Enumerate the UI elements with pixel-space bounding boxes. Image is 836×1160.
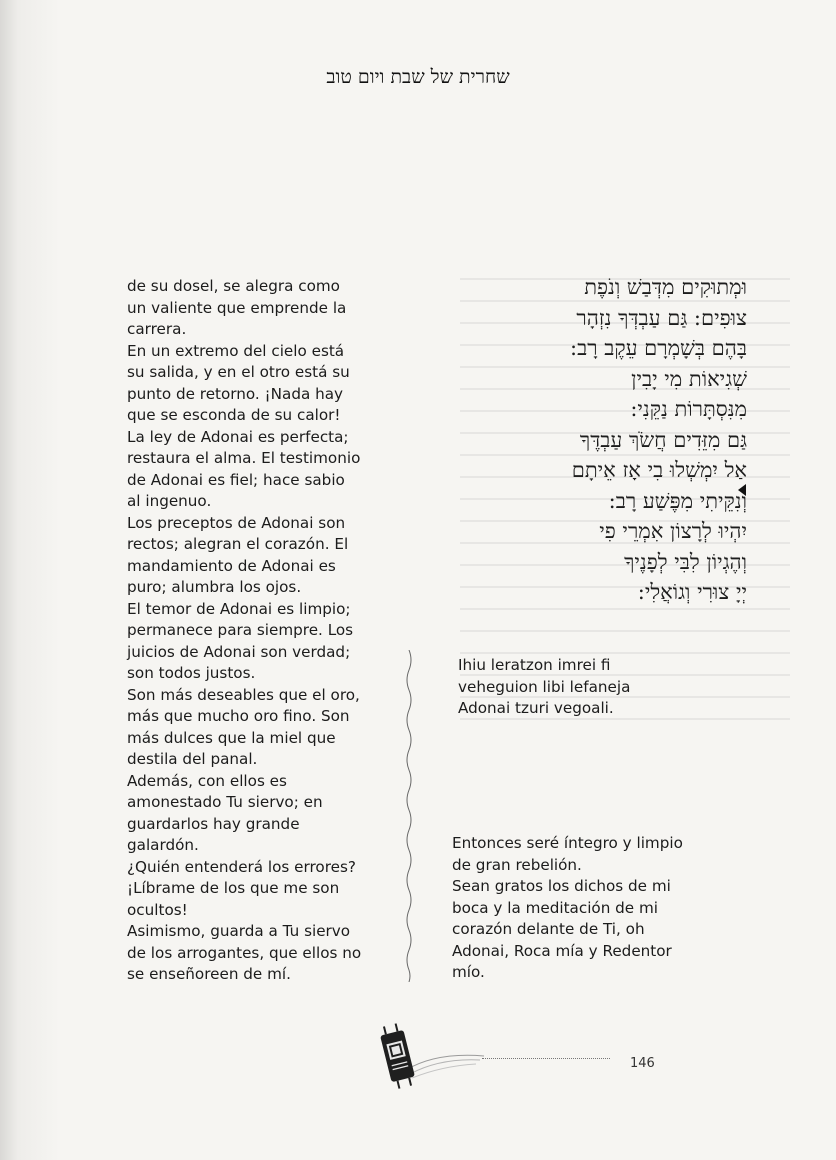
spanish-line: galardón. <box>127 836 199 854</box>
spanish-line: un valiente que emprende la <box>127 298 347 317</box>
spanish-line: En un extremo del cielo está <box>127 341 345 360</box>
transliteration-line: Ihiu leratzon imrei fi <box>458 656 611 674</box>
spanish-line: Además, con ellos es <box>127 771 287 790</box>
hebrew-line: וְהֶגְיוֹן לִבִּי לְפָנֶיךָ <box>624 549 747 574</box>
hebrew-line: אַל יִמְשְׁלוּ בִי אָז אֵיתָם <box>571 458 747 482</box>
spanish-line: juicios de Adonai son verdad; <box>127 642 351 661</box>
translation-line: Sean gratos los dichos de mi <box>452 877 671 895</box>
spanish-line: permanece para siempre. Los <box>127 621 354 639</box>
hebrew-text-column <box>505 272 747 608</box>
translation-line: Entonces seré íntegro y limpio <box>452 834 683 852</box>
spanish-line: rectos; alegran el corazón. El <box>127 535 349 553</box>
spanish-line: Los preceptos de Adonai son <box>127 513 346 532</box>
spanish-line: al ingenuo. <box>127 492 212 510</box>
spanish-line: Son más deseables que el oro, <box>127 685 360 704</box>
wavy-bracket-line <box>404 650 414 982</box>
hebrew-line: יְיָ צוּרִי וְגוֹאֲלִי: <box>637 580 747 604</box>
spanish-line: más dulces que la miel que <box>127 728 336 747</box>
spanish-line: su salida, y en el otro está su <box>127 363 350 381</box>
spanish-translation-column <box>127 276 377 986</box>
spanish-line: más que mucho oro fino. Son <box>127 707 350 725</box>
hebrew-line: וְנִקֵּיתִי מִפֶּשַׁע רָב: <box>608 488 747 513</box>
spanish-line: amonestado Tu siervo; en <box>127 793 323 811</box>
spanish-line: destila del panal. <box>127 750 258 768</box>
transliteration-line: Adonai tzuri vegoali. <box>458 699 614 717</box>
spanish-line: de Adonai es fiel; hace sabio <box>127 470 345 489</box>
torah-scroll-icon <box>376 1022 486 1094</box>
hebrew-line: צוּפִים: גַּם עַבְדְּךָ נִזְהָר <box>576 305 747 330</box>
hebrew-line: שְׁגִיאוֹת מִי יָבִין <box>631 366 747 391</box>
spanish-line: de los arrogantes, que ellos no <box>127 943 362 962</box>
hebrew-line: מִנִּסְתָּרוֹת נַקֵּנִי: <box>630 397 747 421</box>
hebrew-line: יִהְיוּ לְרָצוֹן אִמְרֵי פִי <box>599 519 747 543</box>
translation-block <box>452 833 692 984</box>
translation-line: corazón delante de Ti, oh <box>452 920 645 938</box>
spanish-line: puro; alumbra los ojos. <box>127 578 302 596</box>
translation-line: boca y la meditación de mi <box>452 898 658 917</box>
translation-line: de gran rebelión. <box>452 855 582 874</box>
spanish-line: son todos justos. <box>127 664 256 682</box>
spanish-line: que se esconda de su calor! <box>127 406 341 424</box>
spanish-line: punto de retorno. ¡Nada hay <box>127 384 344 403</box>
translation-line: Adonai, Roca mía y Redentor <box>452 941 672 960</box>
spanish-line: se enseñoreen de mí. <box>127 965 291 983</box>
spanish-line: guardarlos hay grande <box>127 814 300 833</box>
spanish-line: ocultos! <box>127 900 188 919</box>
spanish-line: de su dosel, se alegra como <box>127 277 340 295</box>
spanish-line: mandamiento de Adonai es <box>127 556 336 575</box>
spanish-line: ¿Quién entenderá los errores? <box>127 857 356 876</box>
hebrew-line: גַּם מִזֵּדִים חֲשֹׂךְ עַבְדֶּךָ <box>579 427 747 452</box>
spanish-line: La ley de Adonai es perfecta; <box>127 427 349 446</box>
spanish-line: Asimismo, guarda a Tu siervo <box>127 922 351 940</box>
hebrew-line: וּמְתוּקִים מִדְּבַשׁ וְנֹפֶת <box>584 275 747 299</box>
spanish-line: carrera. <box>127 320 187 338</box>
footer-dotted-rule <box>482 1058 610 1059</box>
running-header: שחרית של שבת ויום טוב <box>326 66 510 88</box>
page-number: 146 <box>630 1056 655 1071</box>
spanish-line: ¡Líbrame de los que me son <box>127 879 340 897</box>
hebrew-line: בָּהֶם בְּשָׁמְרָם עֵקֶב רָב: <box>570 336 747 360</box>
verse-marker-triangle-icon <box>738 484 746 496</box>
transliteration-line: veheguion libi lefaneja <box>458 677 631 696</box>
spanish-line: restaura el alma. El testimonio <box>127 449 361 467</box>
translation-line: mío. <box>452 963 485 981</box>
spanish-line: El temor de Adonai es limpio; <box>127 599 351 618</box>
transliteration-block <box>458 655 698 720</box>
